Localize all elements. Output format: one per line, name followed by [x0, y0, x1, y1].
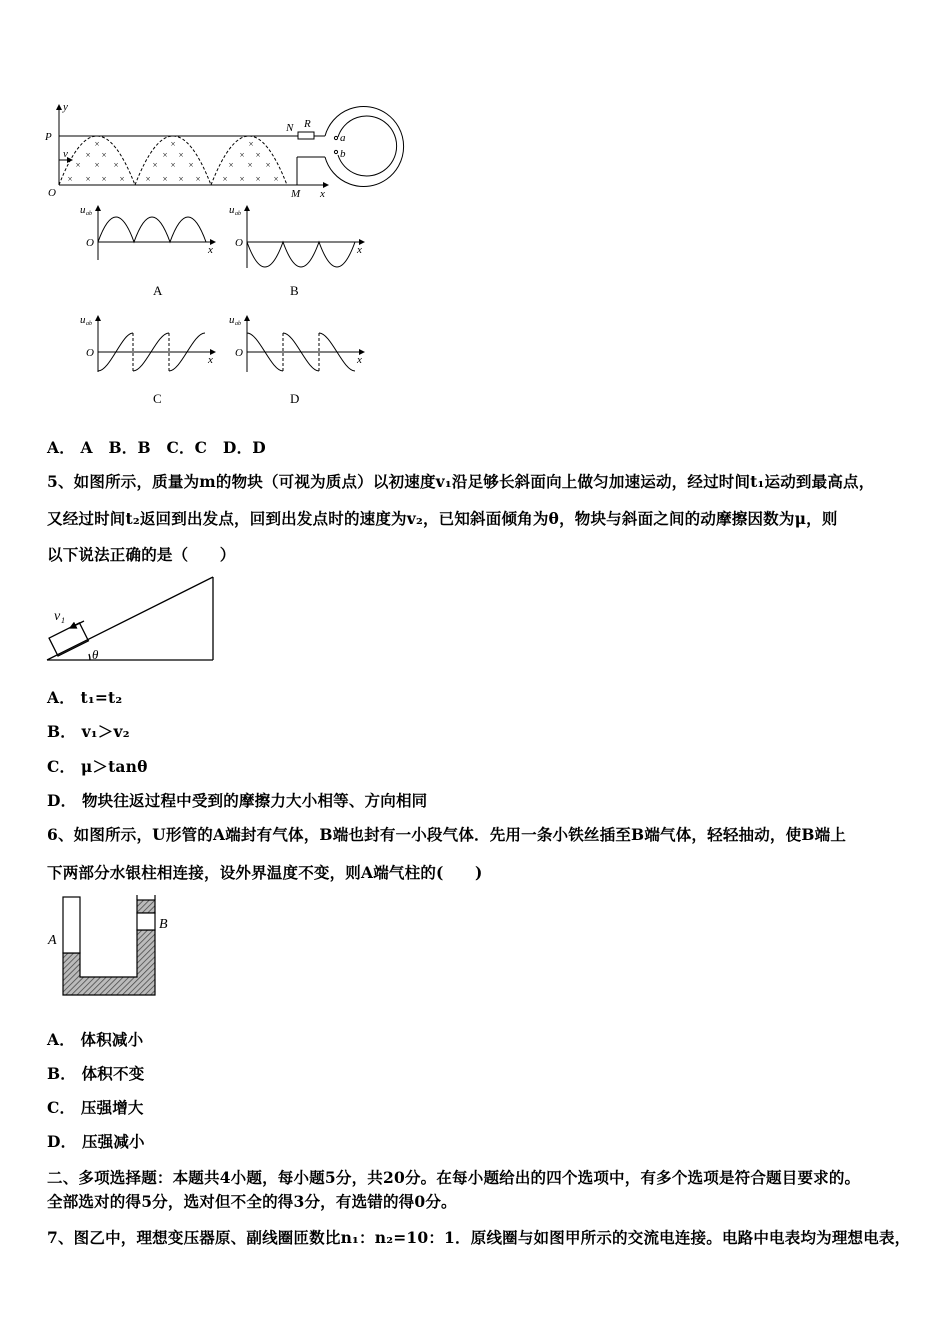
label-a-end: A [48, 933, 57, 948]
mercury-segment-b [137, 900, 155, 913]
svg-text:×: × [94, 160, 100, 170]
q6-option-c: C． 压强增大 [47, 1098, 144, 1117]
svg-text:×: × [162, 174, 168, 184]
section2-heading-line2: 全部选对的得5分，选对但不全的得3分，有选错的得0分。 [47, 1192, 457, 1211]
q5-option-b: B． v₁＞v₂ [47, 722, 130, 741]
q5-option-a: A． t₁=t₂ [47, 688, 123, 707]
svg-text:×: × [248, 139, 254, 149]
label-n: N [286, 122, 294, 134]
q5-stem-line1: 5、如图所示，质量为m的物块（可视为质点）以初速度v₁沿足够长斜面向上做匀加速运动，经过时间t₁运动到最高点， [47, 472, 875, 491]
svg-text:×: × [170, 139, 176, 149]
section2-heading-line1: 二、多项选择题：本题共4小题，每小题5分，共20分。在每小题给出的四个选项中，有多个选项是符合题目要求的。 [47, 1168, 861, 1187]
label-r: R [304, 118, 311, 130]
label-a: a [340, 132, 346, 144]
svg-text:×: × [145, 174, 151, 184]
svg-text:×: × [195, 174, 201, 184]
graph-c [98, 316, 215, 372]
origin-b: O [235, 237, 243, 249]
svg-text:×: × [228, 160, 234, 170]
svg-text:×: × [178, 174, 184, 184]
graph-d [247, 316, 364, 372]
origin-c: O [86, 347, 94, 359]
svg-text:×: × [85, 174, 91, 184]
field-crosses [67, 139, 278, 184]
q6-stem-line2: 下两部分水银柱相连接，设外界温度不变，则A端气柱的( ) [47, 863, 483, 882]
svg-text:×: × [113, 160, 119, 170]
axis-x-c: x [208, 354, 213, 366]
label-x: x [320, 188, 325, 200]
q6-option-b: B． 体积不变 [47, 1064, 145, 1083]
incline-figure [40, 570, 230, 670]
ring-outer [325, 107, 404, 187]
svg-text:×: × [152, 160, 158, 170]
q5-option-d: D． 物块往返过程中受到的摩擦力大小相等、方向相同 [47, 791, 428, 810]
caption-b: B [290, 283, 299, 298]
axis-u-sub-c: ab [86, 321, 92, 327]
svg-text:×: × [94, 139, 100, 149]
svg-text:×: × [75, 160, 81, 170]
axis-u-sub: ab [86, 211, 92, 217]
axis-x-b: x [357, 244, 362, 256]
block [49, 623, 88, 656]
caption-d: D [290, 391, 300, 406]
graph-a [98, 206, 215, 260]
label-b-end: B [159, 917, 168, 932]
origin-a: O [86, 237, 94, 249]
graph-b [247, 206, 364, 268]
svg-text:×: × [67, 174, 73, 184]
svg-text:×: × [239, 174, 245, 184]
label-v: v [63, 148, 68, 160]
q5-stem-line2: 又经过时间t₂返回到出发点，回到出发点时的速度为v₂，已知斜面倾角为θ，物块与斜面之间的动摩擦因数为μ，则 [47, 509, 838, 528]
axis-u-c: u [80, 314, 86, 326]
axis-u-d: u [229, 314, 235, 326]
field-diagram [59, 105, 404, 186]
caption-c: C [153, 391, 162, 406]
label-m: M [291, 188, 301, 200]
q7-stem-line1: 7、图乙中，理想变压器原、副线圈匝数比n₁：n₂=10：1．原线圈与如图甲所示的交流电连接。电路中电表均为理想电表， [47, 1228, 911, 1247]
svg-text:×: × [265, 160, 271, 170]
axis-u-sub-d: ab [235, 321, 241, 327]
svg-text:×: × [101, 174, 107, 184]
svg-text:×: × [101, 150, 107, 160]
svg-text:×: × [178, 150, 184, 160]
gas-column-a [63, 897, 80, 953]
svg-text:×: × [188, 160, 194, 170]
svg-text:×: × [222, 174, 228, 184]
axis-u-sub-b: ab [235, 211, 241, 217]
q6-option-d: D． 压强减小 [47, 1132, 145, 1151]
q5-stem-line3: 以下说法正确的是（ ） [47, 545, 236, 564]
svg-text:×: × [162, 150, 168, 160]
gas-column-b [137, 913, 155, 930]
svg-text:×: × [255, 174, 261, 184]
svg-text:×: × [85, 150, 91, 160]
q6-stem-line1: 6、如图所示，U形管的A端封有气体，B端也封有一小段气体．先用一条小铁丝插至B端气体，轻轻抽动，使B端上 [47, 825, 847, 844]
svg-text:×: × [255, 150, 261, 160]
svg-text:×: × [119, 174, 125, 184]
svg-text:×: × [239, 150, 245, 160]
q6-option-a: A． 体积减小 [47, 1030, 144, 1049]
u-tube-figure [40, 890, 180, 1000]
label-y: y [63, 101, 68, 113]
label-theta: θ [92, 647, 99, 662]
label-b: b [340, 148, 346, 160]
axis-x-d: x [357, 354, 362, 366]
svg-text:×: × [170, 160, 176, 170]
resistor-r [298, 132, 314, 139]
label-p: P [45, 131, 52, 143]
label-o: O [48, 187, 56, 199]
svg-text:×: × [273, 174, 279, 184]
label-v1: v₁ [54, 609, 66, 624]
origin-d: O [235, 347, 243, 359]
q4-answer-options: A． A B．B C．C D．D [47, 438, 266, 457]
svg-text:×: × [247, 160, 253, 170]
figure-q4 [0, 0, 450, 420]
ring-inner [338, 116, 397, 176]
q5-option-c: C． μ＞tanθ [47, 757, 148, 776]
caption-a: A [153, 283, 163, 298]
axis-x-a: x [208, 244, 213, 256]
axis-u: u [80, 204, 86, 216]
axis-u-b: u [229, 204, 235, 216]
